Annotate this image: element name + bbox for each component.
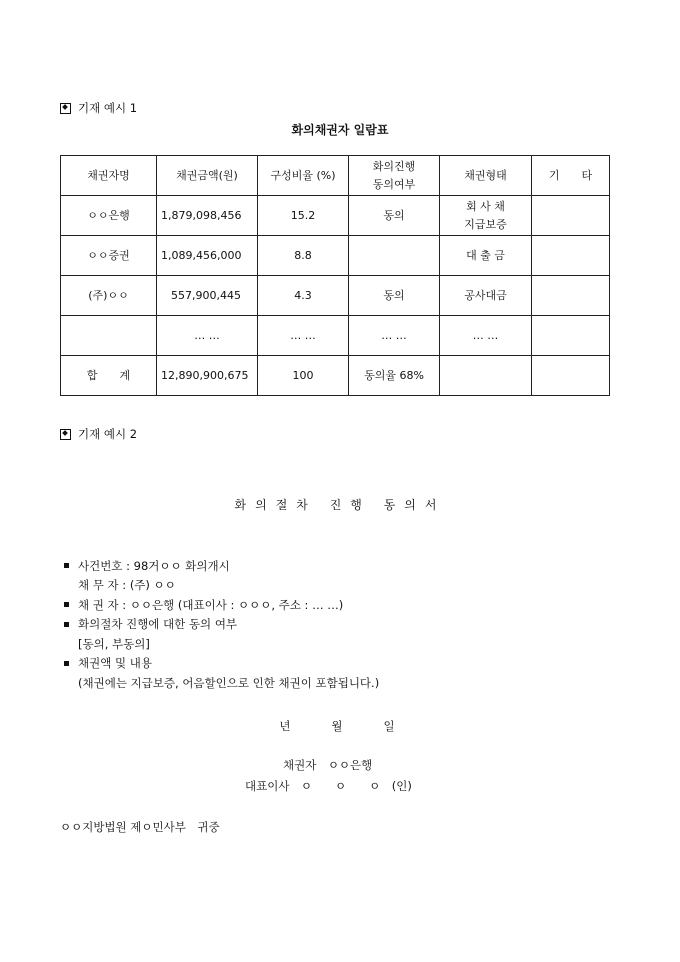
column-header: 구성비율 (%) xyxy=(258,156,349,196)
consent-item-text: 화의절차 진행에 대한 동의 여부 xyxy=(78,617,238,632)
table-row xyxy=(61,276,610,316)
table-cell: 공사대금 xyxy=(440,276,532,316)
diamond-bullet-icon xyxy=(60,429,71,440)
table-cell: 동의 xyxy=(349,196,440,236)
creditor-table xyxy=(60,155,610,396)
diamond-bullet-icon xyxy=(60,103,71,114)
table-cell: 동의율 68% xyxy=(349,356,440,396)
consent-item xyxy=(64,634,379,654)
table-cell xyxy=(532,356,610,396)
table-cell: 1,879,098,456 xyxy=(157,196,258,236)
table-cell: 8.8 xyxy=(258,236,349,276)
consent-items xyxy=(64,556,379,693)
creditor-signature: 채권자 ㅇㅇ은행 xyxy=(283,758,373,772)
table-cell: 12,890,900,675 xyxy=(157,356,258,396)
creditor-list-title: 화의채권자 일람표 xyxy=(291,123,389,137)
consent-item xyxy=(64,673,379,693)
table-cell: 1,089,456,000 xyxy=(157,236,258,276)
consent-item-text: (채권에는 지급보증, 어음할인으로 인한 채권이 포함됩니다.) xyxy=(78,675,380,690)
table-cell xyxy=(349,236,440,276)
court-addressee: ㅇㅇ지방법원 제ㅇ민사부 귀중 xyxy=(60,820,220,834)
table-row xyxy=(61,316,610,356)
table-row xyxy=(61,236,610,276)
table-cell: … … xyxy=(157,316,258,356)
column-header: 채권형태 xyxy=(440,156,532,196)
table-cell xyxy=(532,236,610,276)
consent-item-text: 사건번호 : 98거ㅇㅇ 화의개시 xyxy=(78,558,230,573)
consent-item-text: 채권액 및 내용 xyxy=(78,656,152,671)
square-bullet-icon xyxy=(64,563,69,568)
table-cell xyxy=(532,276,610,316)
table-cell: 557,900,445 xyxy=(157,276,258,316)
example1-heading xyxy=(60,100,137,116)
table-cell: … … xyxy=(440,316,532,356)
column-header xyxy=(349,156,440,196)
consent-item xyxy=(64,576,379,596)
cell-line: 회 사 채 xyxy=(466,199,505,213)
table-cell: 동의 xyxy=(349,276,440,316)
consent-item xyxy=(64,654,379,674)
table-cell: 4.3 xyxy=(258,276,349,316)
date-line: 년 월 일 xyxy=(279,719,401,733)
table-cell: (주)ㅇㅇ xyxy=(61,276,157,316)
table-row xyxy=(61,196,610,236)
example1-heading-text: 기재 예시 1 xyxy=(78,101,138,115)
table-cell: 합 계 xyxy=(61,356,157,396)
table-cell xyxy=(532,316,610,356)
table-row xyxy=(61,356,610,396)
cell-line: 동의여부 xyxy=(372,177,416,191)
consent-item-text: 채 무 자 : (주) ㅇㅇ xyxy=(78,578,176,593)
column-header: 채권자명 xyxy=(61,156,157,196)
representative-signature: 대표이사 ㅇ ㅇ ㅇ (인) xyxy=(245,779,412,793)
column-header: 기 타 xyxy=(532,156,610,196)
cell-line: 지급보증 xyxy=(464,217,507,231)
table-cell: … … xyxy=(349,316,440,356)
consent-title: 화의절차 진행 동의서 xyxy=(234,498,446,512)
table-cell: ㅇㅇ은행 xyxy=(61,196,157,236)
consent-item xyxy=(64,615,379,635)
cell-line: 화의진행 xyxy=(372,159,416,173)
table-cell: 100 xyxy=(258,356,349,396)
table-cell xyxy=(532,196,610,236)
square-bullet-icon xyxy=(64,622,69,627)
table-cell: 15.2 xyxy=(258,196,349,236)
consent-item xyxy=(64,595,379,615)
consent-item-text: [동의, 부동의] xyxy=(78,636,150,651)
square-bullet-icon xyxy=(64,602,69,607)
column-header: 채권금액(원) xyxy=(157,156,258,196)
table-cell: 대 출 금 xyxy=(440,236,532,276)
table-cell xyxy=(440,356,532,396)
table-cell xyxy=(440,196,532,236)
table-cell: … … xyxy=(258,316,349,356)
example2-heading-text: 기재 예시 2 xyxy=(78,427,138,441)
consent-item-text: 채 권 자 : ㅇㅇ은행 (대표이사 : ㅇㅇㅇ, 주소 : … …) xyxy=(78,597,344,612)
table-cell xyxy=(61,316,157,356)
table-header-row xyxy=(61,156,610,196)
consent-item xyxy=(64,556,379,576)
table-cell: ㅇㅇ증권 xyxy=(61,236,157,276)
square-bullet-icon xyxy=(64,661,69,666)
example2-heading xyxy=(60,426,137,442)
